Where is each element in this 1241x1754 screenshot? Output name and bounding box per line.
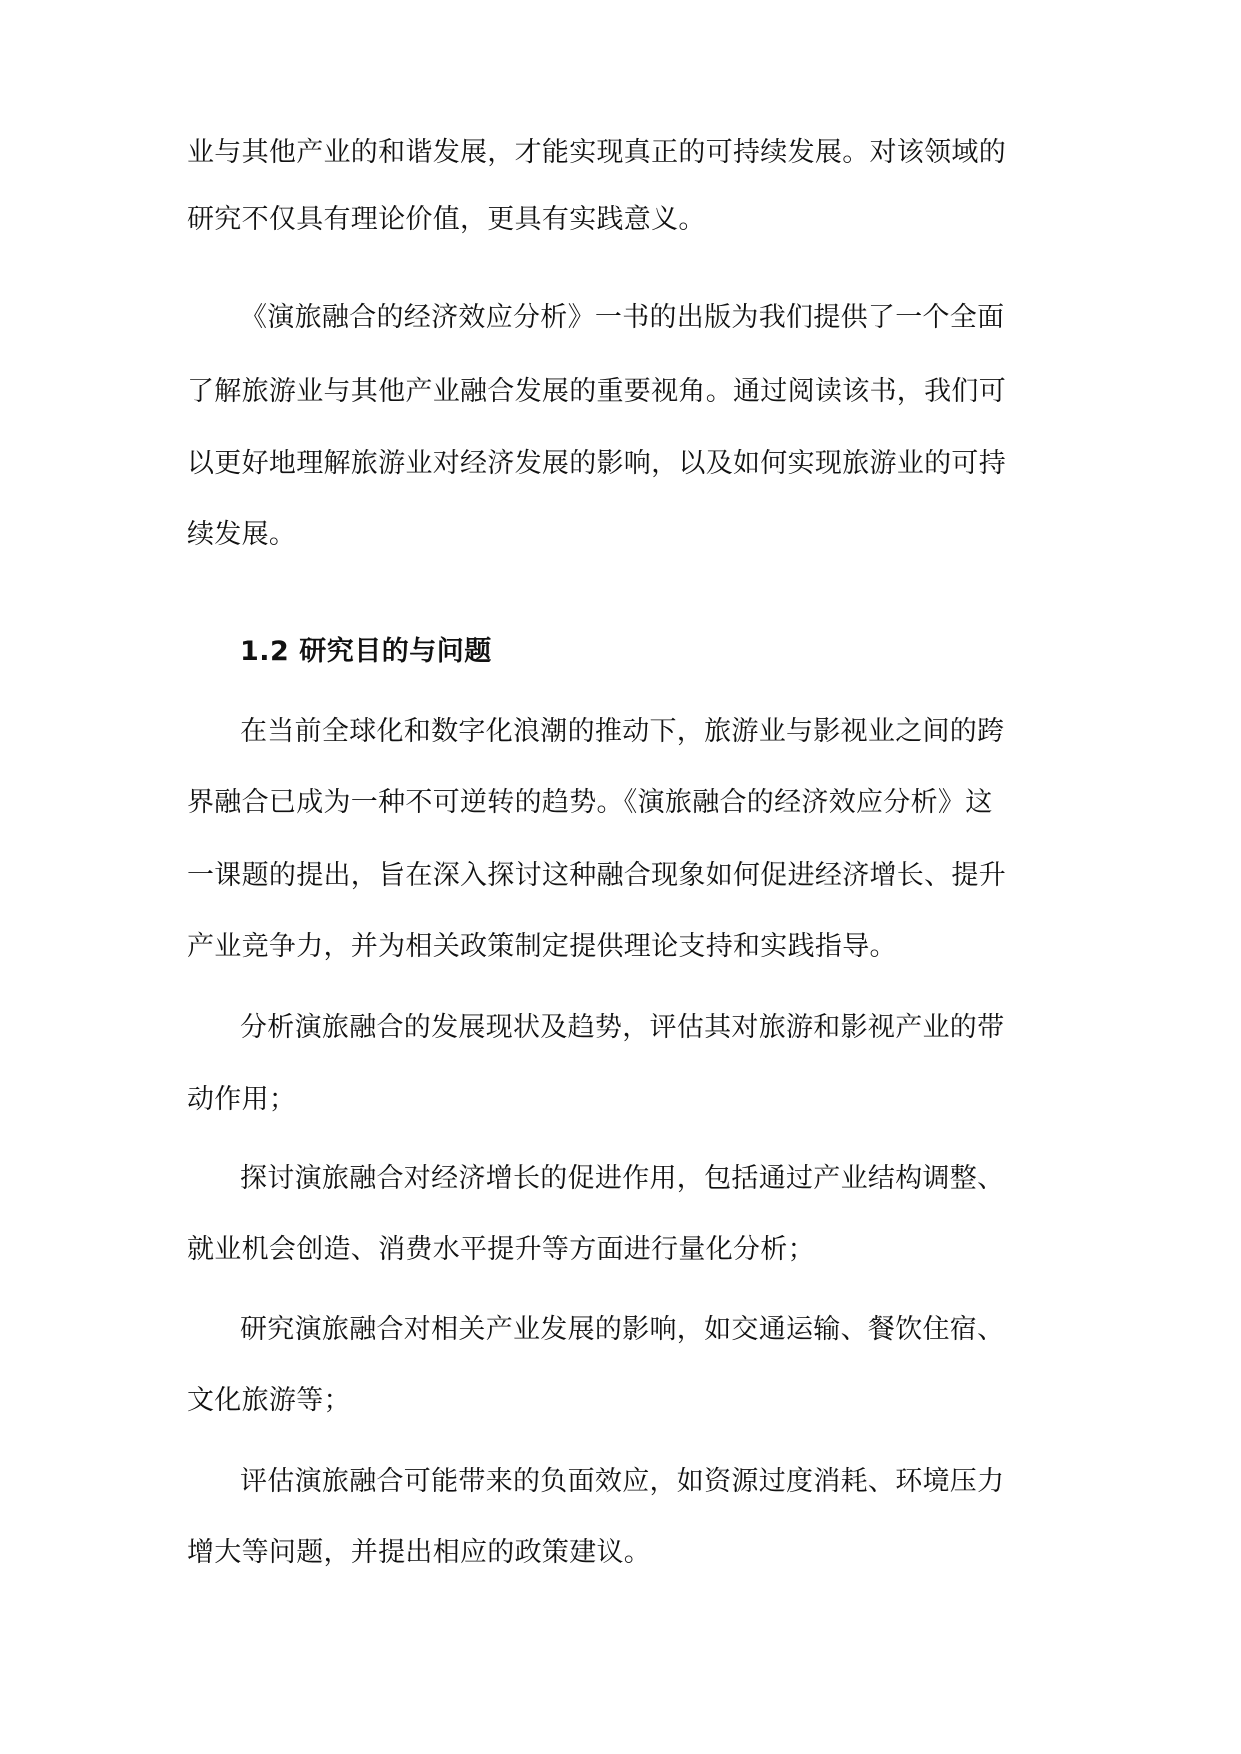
text-line: 了解旅游业与其他产业融合发展的重要视角。通过阅读该书，我们可 (187, 376, 1006, 407)
text-line: 研究不仅具有理论价值，更具有实践意义。 (187, 204, 706, 235)
paragraph-first-line: 在当前全球化和数字化浪潮的推动下，旅游业与影视业之间的跨 (240, 716, 1005, 747)
text-line: 增大等问题，并提出相应的政策建议。 (187, 1537, 652, 1568)
text-line: 动作用； (187, 1084, 297, 1115)
text-line: 业与其他产业的和谐发展，才能实现真正的可持续发展。对该领域的 (187, 137, 1006, 168)
text-line: 文化旅游等； (187, 1385, 351, 1416)
section-heading: 1.2 研究目的与问题 (240, 636, 492, 667)
text-line: 界融合已成为一种不可逆转的趋势。《演旅融合的经济效应分析》这 (187, 787, 993, 818)
list-item-first-line: 分析演旅融合的发展现状及趋势，评估其对旅游和影视产业的带 (240, 1012, 1005, 1043)
text-line: 以更好地理解旅游业对经济发展的影响，以及如何实现旅游业的可持 (187, 448, 1006, 479)
paragraph-first-line: 《演旅融合的经济效应分析》一书的出版为我们提供了一个全面 (240, 302, 1005, 333)
list-item-first-line: 探讨演旅融合对经济增长的促进作用，包括通过产业结构调整、 (240, 1163, 1005, 1194)
list-item-first-line: 研究演旅融合对相关产业发展的影响，如交通运输、餐饮住宿、 (240, 1314, 1005, 1345)
text-line: 就业机会创造、消费水平提升等方面进行量化分析； (187, 1234, 815, 1265)
text-line: 一课题的提出，旨在深入探讨这种融合现象如何促进经济增长、提升 (187, 860, 1006, 891)
list-item-first-line: 评估演旅融合可能带来的负面效应，如资源过度消耗、环境压力 (240, 1466, 1005, 1497)
text-line: 续发展。 (187, 519, 297, 550)
text-line: 产业竞争力，并为相关政策制定提供理论支持和实践指导。 (187, 931, 897, 962)
